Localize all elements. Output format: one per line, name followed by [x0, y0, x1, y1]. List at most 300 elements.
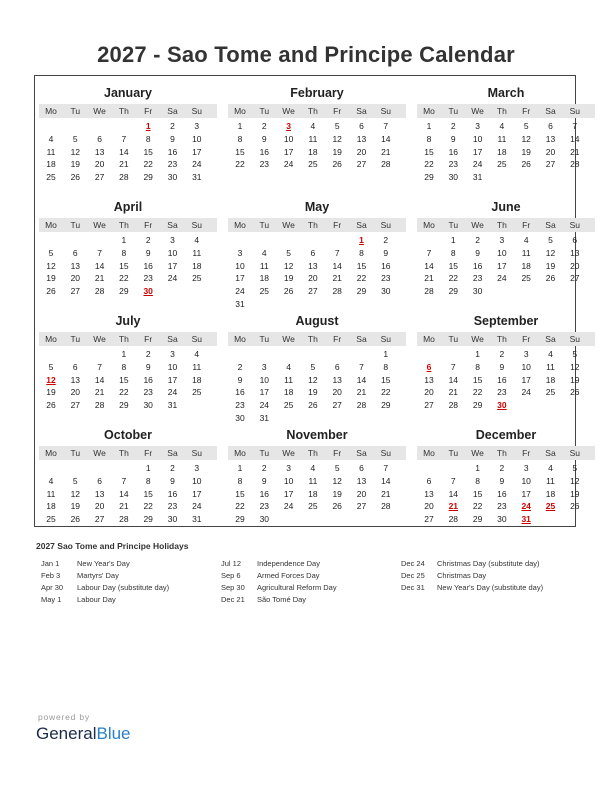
weekday-label: Mo — [423, 448, 435, 458]
holiday-day-cell: 30 — [143, 286, 153, 297]
day-cell: 14 — [119, 146, 129, 157]
holiday-day-cell: 1 — [145, 121, 151, 131]
day-cell: 12 — [545, 247, 556, 258]
day-cell: 6 — [310, 247, 316, 258]
day-cell: 13 — [545, 133, 556, 144]
weekday-label: Fr — [144, 334, 153, 344]
day-cell: 4 — [310, 121, 316, 131]
weekday-label: Su — [380, 334, 391, 344]
day-cell: 9 — [237, 374, 243, 385]
day-cell: 23 — [259, 501, 270, 512]
day-cell: 26 — [332, 159, 342, 170]
weekday-label: Fr — [333, 334, 342, 344]
day-cell: 10 — [283, 133, 294, 144]
holiday-day-cell: 24 — [521, 501, 531, 512]
holiday-row — [401, 583, 591, 595]
month-july — [39, 308, 217, 420]
weekday-label: Mo — [45, 448, 57, 458]
day-cell: 22 — [424, 159, 434, 170]
day-cell: 29 — [472, 400, 483, 411]
holiday-name: São Tomé Day — [257, 595, 307, 604]
weekday-label: Sa — [545, 334, 556, 344]
day-cell: 26 — [570, 387, 580, 398]
weekday-label: Mo — [423, 334, 435, 344]
day-cell: 14 — [381, 133, 391, 144]
day-cell: 1 — [237, 121, 243, 131]
day-cell: 25 — [259, 286, 270, 297]
weekday-label: Sa — [356, 106, 367, 116]
day-cell: 28 — [119, 514, 129, 525]
holiday-date: Jan 1 — [41, 559, 60, 568]
day-cell: 30 — [143, 400, 153, 411]
day-cell: 22 — [235, 501, 245, 512]
holiday-date: May 1 — [41, 595, 62, 604]
month-name: April — [113, 200, 143, 214]
day-cell: 27 — [70, 286, 81, 297]
weekday-label: Su — [191, 448, 202, 458]
day-cell: 29 — [119, 286, 129, 297]
holiday-day-cell: 1 — [359, 235, 364, 245]
day-cell: 19 — [332, 488, 342, 499]
day-cell: 15 — [472, 374, 483, 385]
weekday-header — [39, 218, 217, 232]
weekday-label: Tu — [70, 106, 81, 116]
day-cell: 12 — [283, 260, 294, 271]
weekday-label: Th — [118, 448, 129, 458]
weekday-label: We — [93, 106, 106, 116]
month-october — [39, 422, 217, 534]
weekday-label: Fr — [144, 106, 153, 116]
day-cell: 3 — [170, 235, 175, 245]
day-cell: 2 — [237, 361, 243, 372]
day-cell: 29 — [143, 514, 153, 525]
day-cell: 29 — [235, 514, 245, 525]
day-cell: 17 — [497, 260, 507, 271]
day-cell: 25 — [308, 159, 318, 170]
day-cell: 17 — [472, 146, 483, 157]
day-cell: 31 — [259, 413, 270, 423]
weekday-label: Sa — [356, 334, 367, 344]
weekday-label: Sa — [167, 334, 178, 344]
weekday-label: Su — [380, 106, 391, 116]
day-cell: 1 — [145, 463, 151, 473]
day-cell: 7 — [121, 475, 127, 486]
day-cell: 4 — [261, 247, 267, 258]
day-cell: 17 — [167, 260, 178, 271]
month-june — [417, 194, 595, 306]
weekday-label: Mo — [234, 334, 246, 344]
weekday-label: Th — [307, 220, 318, 230]
day-cell: 21 — [381, 488, 391, 499]
day-cell: 21 — [448, 387, 459, 398]
day-cell: 3 — [170, 349, 175, 359]
weekday-label: Fr — [522, 448, 531, 458]
day-cell: 28 — [94, 400, 105, 411]
day-cell: 24 — [472, 159, 483, 170]
day-cell: 2 — [475, 235, 480, 245]
day-cell: 30 — [235, 413, 245, 423]
month-may — [228, 194, 406, 309]
day-cell: 8 — [145, 475, 151, 486]
day-cell: 27 — [94, 172, 105, 183]
day-cell: 5 — [72, 475, 78, 486]
day-cell: 21 — [119, 159, 129, 170]
brand-logo[interactable] — [36, 724, 131, 744]
weekday-label: Th — [496, 220, 507, 230]
day-cell: 15 — [356, 260, 367, 271]
day-cell: 8 — [475, 361, 480, 372]
day-cell: 13 — [308, 260, 318, 271]
day-cell: 28 — [94, 286, 105, 297]
day-cell: 14 — [94, 260, 105, 271]
day-cell: 4 — [523, 235, 529, 245]
day-cell: 22 — [119, 387, 129, 398]
day-cell: 25 — [545, 387, 556, 398]
month-november — [228, 422, 406, 534]
day-cell: 16 — [259, 146, 270, 157]
day-cell: 3 — [286, 463, 291, 473]
weekday-header — [417, 332, 595, 346]
weekday-label: Sa — [356, 448, 367, 458]
day-cell: 27 — [94, 514, 105, 525]
weekday-label: Fr — [333, 106, 342, 116]
day-cell: 17 — [167, 374, 178, 385]
holiday-row — [41, 595, 231, 607]
holiday-day-cell: 30 — [497, 400, 507, 411]
day-cell: 1 — [121, 349, 127, 359]
day-cell: 23 — [143, 387, 153, 398]
day-cell: 15 — [119, 260, 129, 271]
day-cell: 14 — [381, 475, 391, 486]
weekday-label: Tu — [259, 220, 270, 230]
weekday-label: Tu — [448, 106, 459, 116]
day-cell: 25 — [46, 514, 56, 525]
day-cell: 13 — [94, 488, 105, 499]
day-cell: 4 — [48, 133, 54, 144]
day-cell: 6 — [572, 235, 578, 245]
day-cell: 12 — [46, 260, 56, 271]
brand-part2: Blue — [96, 724, 131, 743]
day-cell: 27 — [308, 286, 318, 297]
day-cell: 28 — [424, 286, 434, 297]
day-cell: 26 — [283, 286, 294, 297]
day-cell: 11 — [546, 475, 555, 486]
weekday-label: Su — [191, 334, 202, 344]
holiday-name: Agricultural Reform Day — [257, 583, 337, 592]
day-cell: 15 — [235, 146, 245, 157]
weekday-label: Su — [380, 220, 391, 230]
day-cell: 24 — [259, 400, 270, 411]
month-name: July — [115, 314, 141, 328]
holiday-row — [401, 571, 591, 583]
day-cell: 4 — [48, 475, 54, 486]
day-cell: 20 — [70, 273, 81, 284]
day-cell: 28 — [448, 400, 459, 411]
day-cell: 2 — [170, 121, 175, 131]
day-cell: 3 — [523, 463, 529, 473]
day-cell: 29 — [424, 172, 434, 183]
day-cell: 27 — [545, 159, 556, 170]
weekday-label: Fr — [144, 220, 153, 230]
day-cell: 3 — [499, 235, 505, 245]
day-cell: 17 — [259, 387, 270, 398]
day-cell: 21 — [381, 146, 391, 157]
day-cell: 22 — [235, 159, 245, 170]
day-cell: 23 — [381, 273, 391, 284]
day-cell: 30 — [472, 286, 483, 297]
day-cell: 29 — [356, 286, 367, 297]
weekday-label: Tu — [70, 448, 81, 458]
day-cell: 17 — [521, 374, 531, 385]
day-cell: 25 — [497, 159, 507, 170]
day-cell: 3 — [261, 361, 267, 372]
day-cell: 26 — [545, 273, 556, 284]
holiday-row — [41, 571, 231, 583]
day-cell: 11 — [497, 133, 507, 144]
day-cell: 18 — [545, 488, 556, 499]
day-cell: 24 — [235, 286, 245, 297]
day-cell: 9 — [499, 361, 505, 372]
day-cell: 16 — [497, 374, 507, 385]
day-cell: 18 — [521, 260, 531, 271]
month-january — [39, 80, 217, 192]
powered-by-text: powered by — [38, 712, 90, 722]
day-cell: 16 — [381, 260, 391, 271]
weekday-label: We — [282, 448, 295, 458]
day-cell: 12 — [70, 488, 81, 499]
day-cell: 14 — [424, 260, 434, 271]
day-cell: 27 — [70, 400, 81, 411]
day-cell: 5 — [572, 349, 578, 359]
weekday-label: Mo — [234, 448, 246, 458]
day-cell: 27 — [570, 273, 580, 284]
day-cell: 19 — [283, 273, 294, 284]
weekday-label: Tu — [448, 220, 459, 230]
holiday-date: Sep 6 — [221, 571, 241, 580]
weekday-label: Mo — [45, 334, 57, 344]
month-name: December — [475, 428, 537, 442]
day-cell: 14 — [448, 374, 459, 385]
month-name: February — [290, 86, 344, 100]
weekday-label: Sa — [545, 448, 556, 458]
day-cell: 19 — [545, 260, 556, 271]
day-cell: 3 — [194, 463, 200, 473]
day-cell: 20 — [94, 159, 105, 170]
day-cell: 24 — [192, 159, 202, 170]
day-cell: 8 — [237, 133, 243, 144]
day-cell: 19 — [70, 501, 81, 512]
day-cell: 16 — [235, 387, 245, 398]
holiday-row — [221, 583, 411, 595]
day-cell: 29 — [119, 400, 129, 411]
day-cell: 13 — [70, 374, 81, 385]
day-cell: 15 — [143, 146, 153, 157]
day-cell: 7 — [450, 475, 456, 486]
day-cell: 5 — [310, 361, 316, 372]
weekday-label: Th — [307, 334, 318, 344]
day-cell: 28 — [332, 286, 342, 297]
day-cell: 14 — [356, 374, 367, 385]
month-name: October — [104, 428, 152, 442]
day-cell: 5 — [48, 247, 54, 258]
day-cell: 24 — [167, 273, 178, 284]
day-cell: 20 — [308, 273, 318, 284]
day-cell: 2 — [383, 235, 389, 245]
day-cell: 10 — [283, 475, 294, 486]
day-cell: 28 — [381, 501, 391, 512]
weekday-label: Th — [118, 334, 129, 344]
weekday-label: We — [282, 334, 295, 344]
day-cell: 23 — [143, 273, 153, 284]
holiday-date: Apr 30 — [41, 583, 64, 592]
day-cell: 19 — [332, 146, 342, 157]
weekday-label: We — [282, 220, 295, 230]
day-cell: 17 — [521, 488, 531, 499]
day-cell: 23 — [167, 159, 178, 170]
day-cell: 31 — [192, 172, 202, 183]
day-cell: 7 — [97, 361, 102, 372]
day-cell: 9 — [170, 133, 175, 144]
holiday-row — [221, 559, 411, 571]
day-cell: 14 — [332, 260, 342, 271]
holiday-day-cell: 3 — [286, 121, 291, 131]
day-cell: 17 — [235, 273, 245, 284]
holiday-date: Dec 31 — [401, 583, 425, 592]
weekday-label: Su — [191, 220, 202, 230]
day-cell: 17 — [192, 488, 202, 499]
weekday-header — [39, 332, 217, 346]
day-cell: 2 — [261, 463, 267, 473]
day-cell: 19 — [70, 159, 81, 170]
weekday-label: Mo — [423, 106, 435, 116]
day-cell: 3 — [475, 121, 480, 131]
day-cell: 11 — [284, 374, 293, 385]
day-cell: 13 — [424, 488, 434, 499]
day-cell: 26 — [308, 400, 318, 411]
day-cell: 7 — [426, 247, 432, 258]
day-cell: 9 — [261, 133, 267, 144]
day-cell: 29 — [472, 514, 483, 525]
day-cell: 21 — [424, 273, 434, 284]
day-cell: 30 — [448, 172, 459, 183]
day-cell: 7 — [121, 133, 127, 144]
day-cell: 30 — [497, 514, 507, 525]
day-cell: 9 — [475, 247, 480, 258]
day-cell: 2 — [145, 235, 151, 245]
day-cell: 9 — [170, 475, 175, 486]
day-cell: 20 — [356, 146, 367, 157]
day-cell: 27 — [424, 400, 434, 411]
weekday-header — [39, 104, 217, 118]
day-cell: 12 — [521, 133, 531, 144]
day-cell: 28 — [356, 400, 367, 411]
weekday-label: Sa — [545, 106, 556, 116]
day-cell: 26 — [570, 501, 580, 512]
weekday-header — [228, 446, 406, 460]
day-cell: 24 — [497, 273, 507, 284]
day-cell: 25 — [192, 387, 202, 398]
weekday-label: Su — [380, 448, 391, 458]
day-cell: 5 — [572, 463, 578, 473]
day-cell: 17 — [192, 146, 202, 157]
weekday-label: Su — [569, 334, 580, 344]
weekday-header — [417, 104, 595, 118]
day-cell: 22 — [448, 273, 459, 284]
day-cell: 6 — [334, 361, 340, 372]
day-cell: 21 — [119, 501, 129, 512]
month-name: November — [286, 428, 348, 442]
weekday-header — [228, 104, 406, 118]
day-cell: 31 — [192, 514, 202, 525]
day-cell: 7 — [450, 361, 456, 372]
day-cell: 8 — [426, 133, 432, 144]
weekday-label: Th — [118, 106, 129, 116]
weekday-label: Fr — [522, 334, 531, 344]
day-cell: 19 — [46, 273, 56, 284]
day-cell: 14 — [94, 374, 105, 385]
day-cell: 20 — [70, 387, 81, 398]
day-cell: 8 — [121, 361, 127, 372]
holiday-name: Christmas Day (substitute day) — [437, 559, 540, 568]
day-cell: 26 — [46, 400, 56, 411]
holiday-row — [41, 559, 231, 571]
day-cell: 5 — [286, 247, 291, 258]
day-cell: 25 — [308, 501, 318, 512]
day-cell: 10 — [259, 374, 270, 385]
weekday-label: We — [93, 334, 106, 344]
day-cell: 26 — [70, 172, 81, 183]
day-cell: 24 — [283, 159, 294, 170]
day-cell: 18 — [283, 387, 294, 398]
month-name: March — [487, 86, 525, 100]
day-cell: 13 — [570, 247, 580, 258]
day-cell: 6 — [359, 121, 364, 131]
day-cell: 19 — [570, 374, 580, 385]
holiday-date: Dec 21 — [221, 595, 245, 604]
day-cell: 1 — [426, 121, 432, 131]
day-cell: 16 — [448, 146, 459, 157]
day-cell: 11 — [192, 361, 202, 372]
weekday-label: We — [282, 106, 295, 116]
weekday-label: Tu — [259, 448, 270, 458]
day-cell: 11 — [308, 475, 318, 486]
day-cell: 5 — [523, 121, 529, 131]
weekday-label: Su — [569, 106, 580, 116]
day-cell: 31 — [167, 400, 178, 411]
day-cell: 20 — [332, 387, 342, 398]
day-cell: 23 — [497, 501, 507, 512]
weekday-label: Mo — [423, 220, 435, 230]
weekday-header — [417, 218, 595, 232]
day-cell: 15 — [424, 146, 434, 157]
day-cell: 25 — [46, 172, 56, 183]
holiday-name: Independence Day — [257, 559, 320, 568]
day-cell: 10 — [167, 361, 178, 372]
day-cell: 23 — [448, 159, 459, 170]
day-cell: 10 — [521, 475, 531, 486]
weekday-label: Th — [307, 448, 318, 458]
day-cell: 27 — [424, 514, 434, 525]
holiday-row — [41, 583, 231, 595]
month-name: May — [304, 200, 330, 214]
day-cell: 14 — [119, 488, 129, 499]
day-cell: 12 — [332, 475, 342, 486]
day-cell: 6 — [548, 121, 553, 131]
day-cell: 29 — [381, 400, 391, 411]
day-cell: 3 — [237, 247, 243, 258]
day-cell: 10 — [521, 361, 531, 372]
weekday-label: Th — [496, 106, 507, 116]
